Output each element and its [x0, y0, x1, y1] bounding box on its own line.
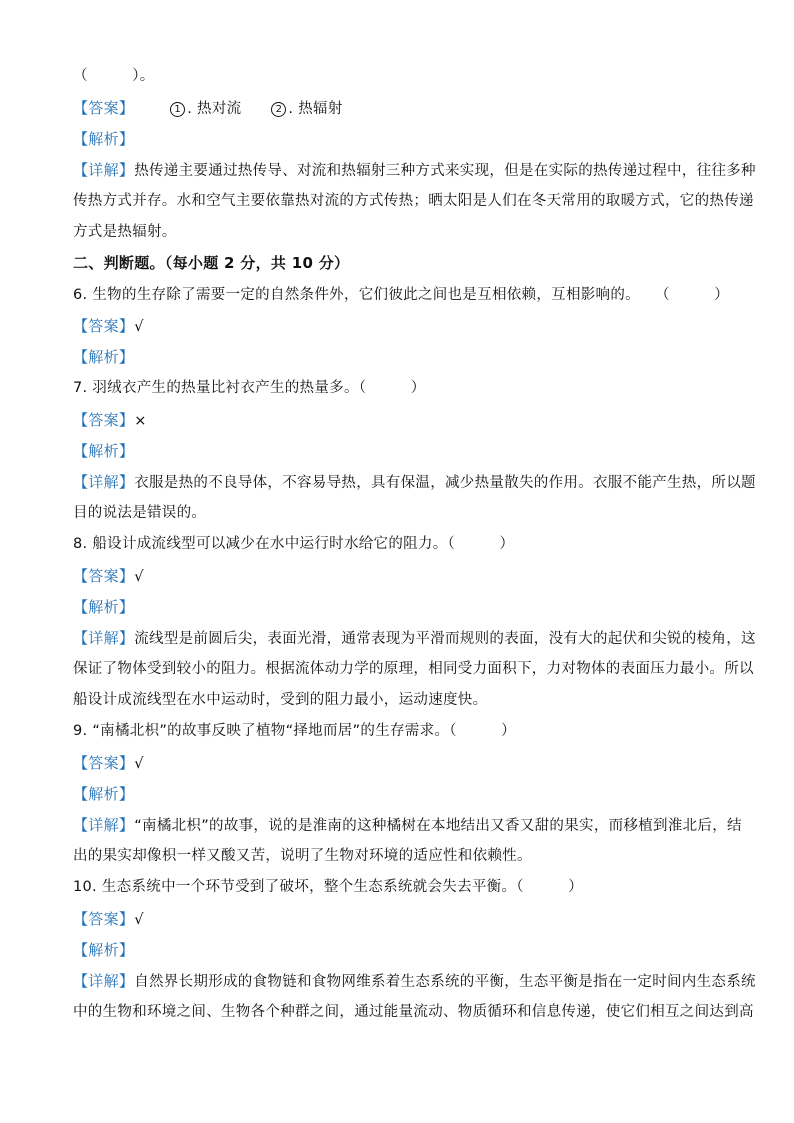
detail-tag: 【详解】 — [73, 972, 135, 990]
question-6: 6. 生物的生存除了需要一定的自然条件外，它们彼此之间也是互相依赖，互相影响的。 （ ） — [73, 287, 730, 303]
detail-tag: 【详解】 — [73, 629, 135, 647]
detail-line-5a — [73, 160, 756, 181]
analysis-tag: 【解析】 — [73, 348, 135, 366]
analysis-tag: 【解析】 — [73, 442, 135, 460]
detail-line-7a — [73, 472, 756, 493]
analysis-tag: 【解析】 — [73, 598, 135, 616]
detail-tag: 【详解】 — [73, 161, 135, 179]
answer-tag: 【答案】 — [73, 567, 135, 585]
detail-tag: 【详解】 — [73, 473, 135, 491]
question-7: 7. 羽绒衣产生的热量比衬衣产生的热量多。（ ） — [73, 380, 426, 396]
answer-value: √ — [134, 319, 144, 335]
blank-line: （ ）。 — [73, 68, 155, 84]
detail-text: 自然界长期形成的食物链和食物网维系着生态系统的平衡，生态平衡是指在一定时间内生态系统 — [134, 974, 756, 990]
detail-text: “南橘北枳”的故事，说的是淮南的这种橘树在本地结出又香又甜的果实，而移植到淮北后，结 — [134, 818, 742, 834]
answer-tag: 【答案】 — [73, 99, 135, 117]
analysis-tag-8 — [73, 597, 728, 618]
answer-line-5 — [73, 98, 728, 119]
answer-line-6 — [73, 316, 728, 337]
answer-line-7 — [73, 410, 728, 431]
detail-text: 热传递主要通过热传导、对流和热辐射三种方式来实现，但是在实际的热传递过程中，往往多种 — [134, 163, 756, 179]
analysis-tag-5 — [73, 129, 728, 150]
circled-number-2: 2 — [271, 102, 286, 117]
answer-line-8 — [73, 566, 728, 587]
detail-line-8a — [73, 628, 756, 649]
answer-value: × — [134, 413, 147, 429]
section-heading: 二、判断题。（每小题 2 分，共 10 分） — [73, 254, 350, 272]
analysis-tag: 【解析】 — [73, 785, 135, 803]
answer-line-9 — [73, 753, 728, 774]
answer-tag: 【答案】 — [73, 754, 135, 772]
answer-tag: 【答案】 — [73, 411, 135, 429]
detail-text: 流线型是前圆后尖，表面光滑，通常表现为平滑而规则的表面，没有大的起伏和尖锐的棱角，这 — [134, 631, 756, 647]
detail-tag: 【详解】 — [73, 816, 135, 834]
question-10: 10. 生态系统中一个环节受到了破坏，整个生态系统就会失去平衡。（ ） — [73, 879, 584, 895]
question-8: 8. 船设计成流线型可以减少在水中运行时水给它的阻力。（ ） — [73, 536, 515, 552]
detail-line-8b: 保证了物体受到较小的阻力。根据流体动力学的原理，相同受力面积下，力对物体的表面压力最小。所以 — [73, 661, 754, 677]
analysis-tag-9 — [73, 784, 728, 805]
answer-value-2: . 热辐射 — [288, 101, 343, 117]
analysis-tag-7 — [73, 441, 728, 462]
detail-line-9b: 出的果实却像枳一样又酸又苦，说明了生物对环境的适应性和依赖性。 — [73, 848, 532, 864]
analysis-tag: 【解析】 — [73, 130, 135, 148]
detail-line-10b: 中的生物和环境之间、生物各个种群之间，通过能量流动、物质循环和信息传递，使它们相互之间达到高 — [73, 1004, 754, 1020]
answer-tag: 【答案】 — [73, 910, 135, 928]
answer-value-1: . 热对流 — [187, 101, 242, 117]
detail-line-9a — [73, 815, 742, 836]
detail-line-7b: 目的说法是错误的。 — [73, 505, 207, 521]
detail-line-5b: 传热方式并存。水和空气主要依靠热对流的方式传热；晒太阳是人们在冬天常用的取暖方式，它的热传递 — [73, 193, 754, 209]
circled-number-1: 1 — [170, 102, 185, 117]
answer-value: √ — [134, 756, 144, 772]
answer-line-10 — [73, 909, 728, 930]
question-9: 9. “南橘北枳”的故事反映了植物“择地而居”的生存需求。（ ） — [73, 723, 516, 739]
detail-text: 衣服是热的不良导体，不容易导热，具有保温，减少热量散失的作用。衣服不能产生热，所以题 — [134, 475, 756, 491]
answer-value: √ — [134, 912, 144, 928]
detail-line-8c: 船设计成流线型在水中运动时，受到的阻力最小，运动速度快。 — [73, 692, 488, 708]
answer-tag: 【答案】 — [73, 317, 135, 335]
analysis-tag-6 — [73, 347, 728, 368]
detail-line-10a — [73, 971, 756, 992]
detail-line-5c: 方式是热辐射。 — [73, 224, 177, 240]
answer-value: √ — [134, 569, 144, 585]
analysis-tag: 【解析】 — [73, 941, 135, 959]
analysis-tag-10 — [73, 940, 728, 961]
